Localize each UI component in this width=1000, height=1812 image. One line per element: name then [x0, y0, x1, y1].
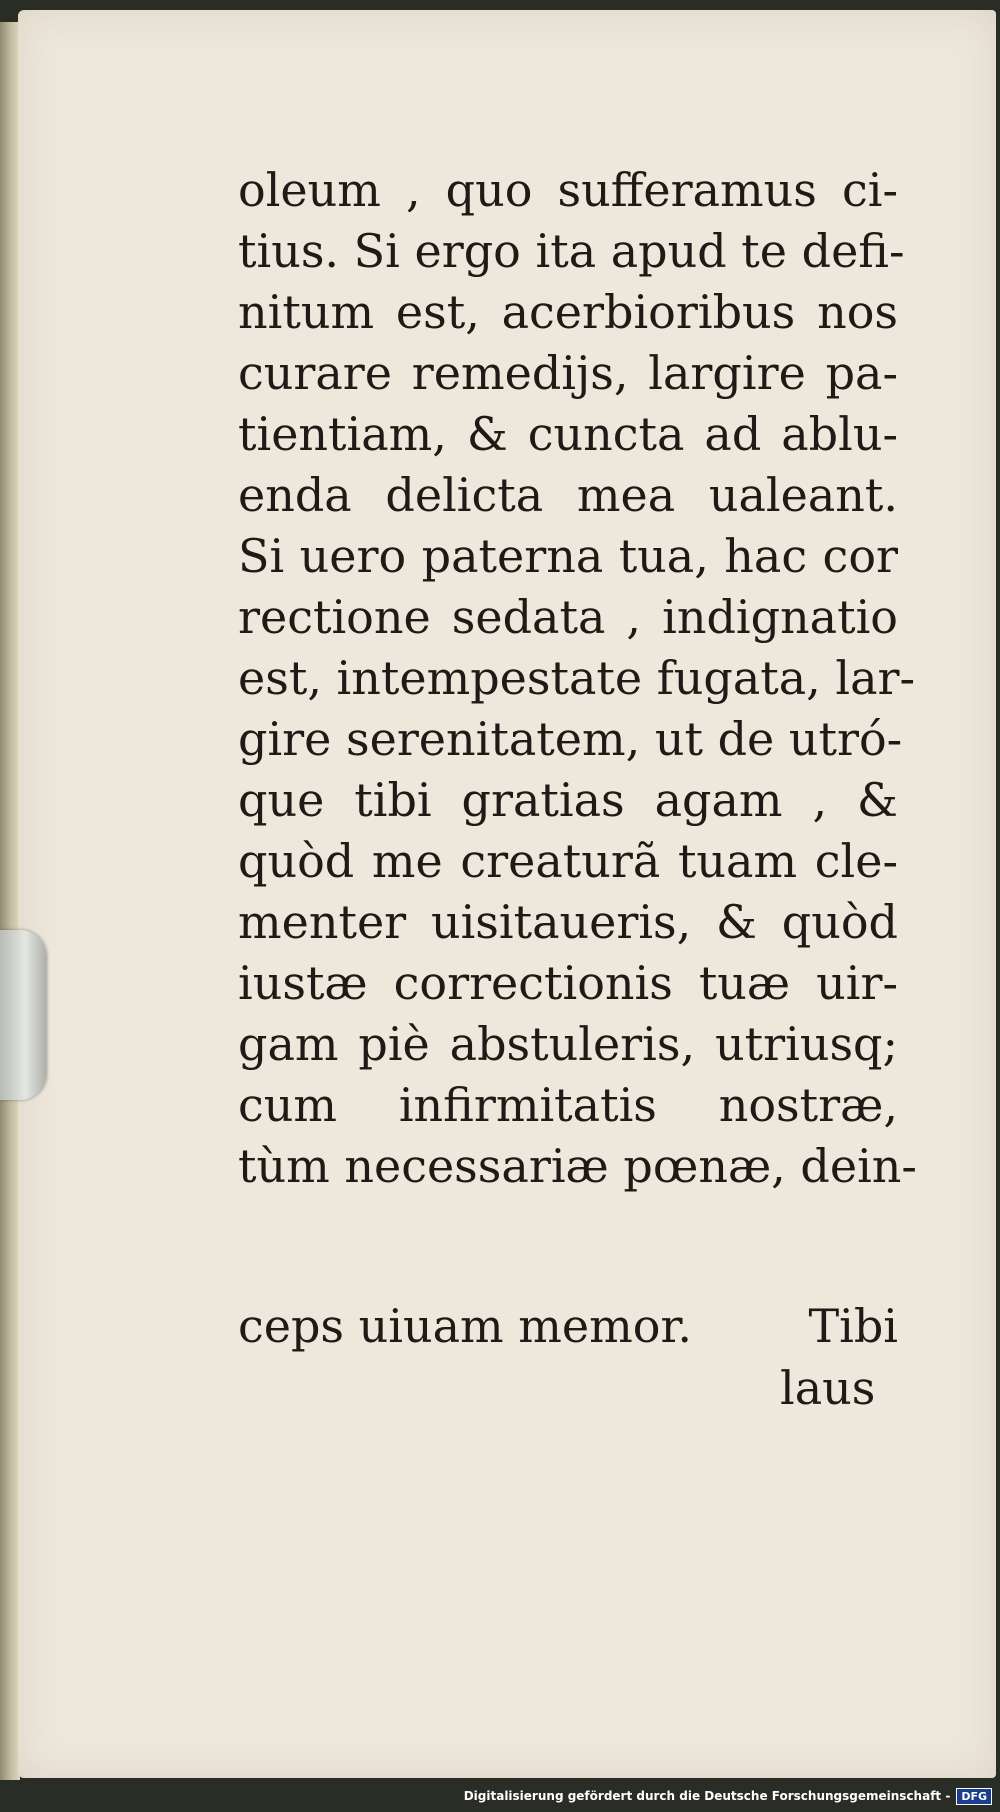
text-line: oleum , quo sufferamus ci-	[238, 163, 898, 217]
page-edge	[0, 22, 20, 1780]
text-line: rectione sedata , indignatio	[238, 590, 898, 644]
text-line: que tibi gratias agam , &	[238, 773, 898, 827]
text-line: gam piè abstuleris, utriusq;	[238, 1017, 898, 1071]
final-line-text: ceps uiuam memor.	[238, 1299, 693, 1353]
text-line: iustæ correctionis tuæ uir-	[238, 956, 898, 1010]
text-line: tientiam, & cuncta ad ablu-	[238, 407, 898, 461]
text-line: menter uisitaueris, & quòd	[238, 895, 898, 949]
page-clip	[0, 930, 46, 1100]
catchword: laus	[780, 1361, 876, 1415]
dfg-logo: DFG	[956, 1788, 992, 1805]
text-line: Si uero paterna tua, hac cor	[238, 529, 898, 583]
footer-credit: Digitalisierung gefördert durch die Deutsche Forschungsgemeinschaft -	[463, 1789, 951, 1803]
text-line: tius. Si ergo ita apud te defi-	[238, 224, 905, 278]
text-line: gire serenitatem, ut de utró-	[238, 712, 903, 766]
text-line: enda delicta mea ualeant.	[238, 468, 898, 522]
text-line: curare remedijs, largire pa-	[238, 346, 898, 400]
text-line: cum infirmitatis nostræ,	[238, 1078, 898, 1132]
text-line: tùm necessariæ pœnæ, dein-	[238, 1139, 917, 1193]
text-line: est, intempestate fugata, lar-	[238, 651, 916, 705]
final-line	[238, 1296, 898, 1357]
text-line: quòd me creaturã tuam cle-	[238, 834, 898, 888]
text-block	[238, 160, 917, 1197]
final-line-word: Tibi	[808, 1299, 898, 1353]
text-line: nitum est, acerbioribus nos	[238, 285, 898, 339]
digitization-footer	[464, 1782, 992, 1810]
